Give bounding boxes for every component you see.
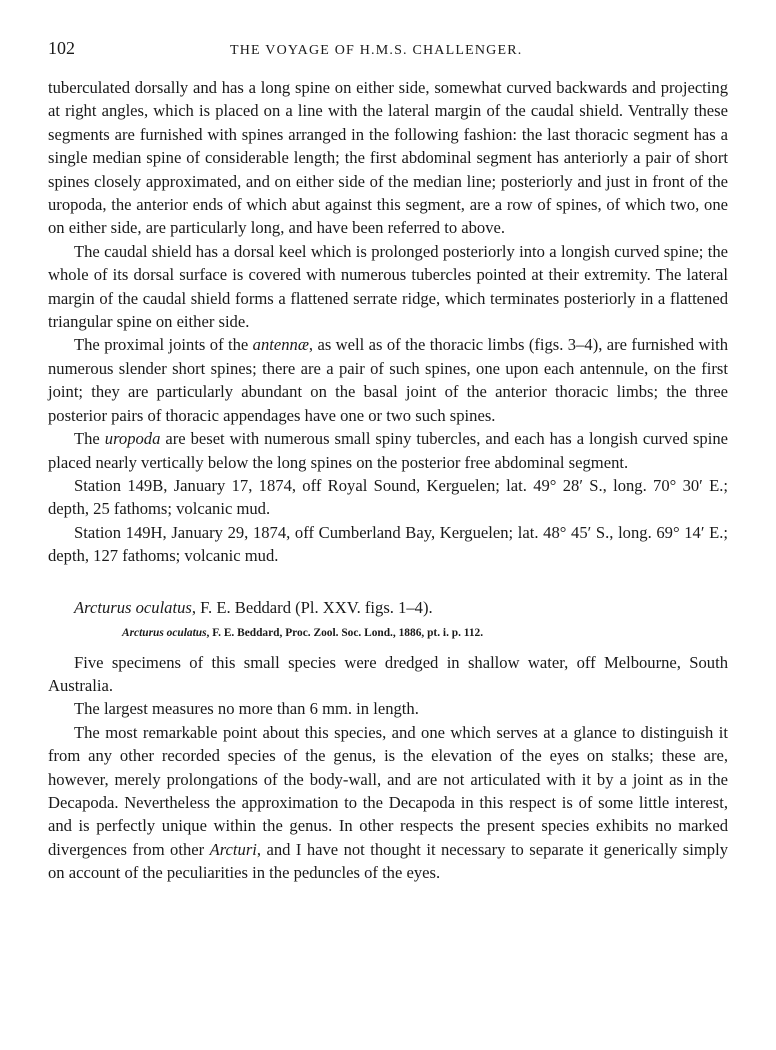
- paragraph-caudal-shield: The caudal shield has a dorsal keel which is prolonged posteriorly into a longish curved spine; the whole of its dorsal surface is covered with numerous tubercles pointed at their extremity. The lateral margin of the caudal shield forms a flattened serrate ridge, which terminates posteriorly in a flattened triangular spine on either side.: [48, 241, 728, 332]
- paragraph-eyes: [48, 721, 728, 885]
- document-page: [48, 38, 728, 885]
- station-record-149h: Station 149H, January 29, 1874, off Cumberland Bay, Kerguelen; lat. 48° 45′ S., long. 69° 14′ E.; depth, 127 fathoms; volcanic mud.: [48, 522, 728, 566]
- running-title: THE VOYAGE OF H.M.S. CHALLENGER.: [230, 43, 523, 58]
- citation-species-name: Arcturus oculatus: [122, 626, 207, 639]
- paragraph-uropoda: [48, 427, 728, 474]
- species-name: Arcturus oculatus: [74, 597, 192, 617]
- citation-reference: , F. E. Beddard, Proc. Zool. Soc. Lond., 1886, pt. i. p. 112.: [206, 626, 484, 639]
- text: , and I have not thought it necessary to separate it generically simply on account of the peculiarities in the peduncles of the eyes.: [48, 839, 728, 883]
- italic-term-arcturi: Arcturi: [209, 839, 257, 859]
- species-section: [48, 596, 728, 885]
- text: The proximal joints of the: [74, 335, 253, 355]
- text: The most remarkable point about this species, and one which serves at a glance to distinguish it from any other recorded species of the genus, is the elevation of the eyes on stalks; these are, however, merely prolongations of the body-wall, and are not articulated with it by a joint as in the Decapoda. Nevertheless the approximation to the Decapoda in this respect is of some little interest, and is perfectly unique within the genus. In other respects the present species exhibits no marked divergences from other: [48, 722, 728, 859]
- text: The: [74, 429, 105, 449]
- text: are beset with numerous small spiny tubercles, and each has a longish curved spine placed nearly vertically below the long spines on the posterior free abdominal segment.: [48, 429, 728, 472]
- page-number: 102: [48, 38, 75, 58]
- paragraph-specimens: Five specimens of this small species were dredged in shallow water, off Melbourne, South Australia.: [48, 652, 728, 695]
- station-record-149b: Station 149B, January 17, 1874, off Royal Sound, Kerguelen; lat. 49° 28′ S., long. 70° 30′ E.; depth, 25 fathoms; volcanic mud.: [48, 475, 728, 519]
- page-header: [48, 38, 728, 76]
- text: , as well as of the thoracic limbs (figs. 3–4), are furnished with numerous slender short spines; there are a pair of such spines, one upon each antennule, on the first joint; they are particularly abundant on the basal joint of the anterior thoracic limbs; the three posterior pairs of thoracic appendages have one or two such spines.: [48, 335, 728, 425]
- species-citation: [122, 625, 728, 641]
- paragraph-antennae: [48, 333, 728, 427]
- italic-term-uropoda: uropoda: [104, 429, 161, 449]
- italic-term-antennae: antennæ: [252, 335, 309, 355]
- paragraph-size: The largest measures no more than 6 mm. in length.: [74, 699, 419, 719]
- paragraph-segments: tuberculated dorsally and has a long spine on either side, somewhat curved backwards and projecting at right angles, which is placed on a line with the lateral margin of the caudal shield. Ventrally these segments are furnished with spines arranged in the following fashion: the last thoracic segment has a single median spine of considerable length; the first abdominal segment has anteriorly a pair of short spines closely approximated, and on either side of the median line; posteriorly and just in front of the uropoda, the anterior ends of which abut against this segment, are a row of spines, of which two, one on either side, are particularly long, and have been referred to above.: [48, 78, 728, 238]
- species-heading: [74, 596, 728, 619]
- species-authority: , F. E. Beddard (Pl. XXV. figs. 1–4).: [191, 597, 433, 617]
